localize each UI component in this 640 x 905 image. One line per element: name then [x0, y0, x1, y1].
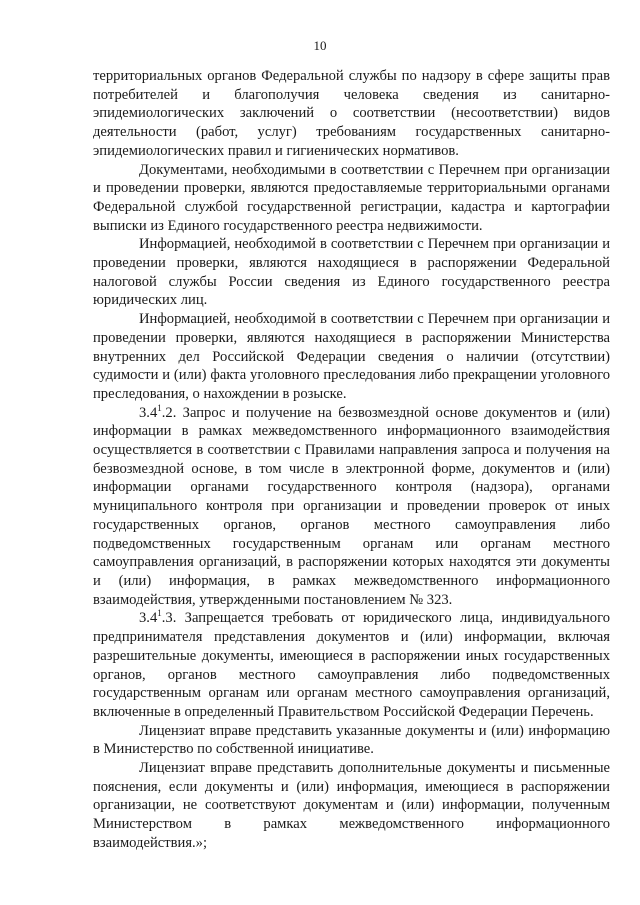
paragraph-text: Лицензиат вправе представить дополнительные документы и письменные пояснения, если документы и (или) информация, имеющиеся в распоряжении организации, не соответствуют документам и (или) информации, полученным Министерством в рамках межведомственного информационного взаимодействия.»;: [93, 760, 610, 851]
clause-number: 3.4: [139, 404, 158, 421]
paragraph-text: Лицензиат вправе представить указанные документы и (или) информацию в Министерство по собственной инициативе.: [93, 722, 610, 758]
clause-number: 3.4: [139, 610, 158, 627]
paragraph-text: Информацией, необходимой в соответствии с Перечнем при организации и проведении проверки, являются находящиеся в распоряжении Федеральной налоговой службы России сведения из Единого государственного реестра юридических лиц.: [93, 236, 610, 309]
clause-superscript: 1: [157, 402, 162, 413]
paragraph-text: Информацией, необходимой в соответствии с Перечнем при организации и проведении проверки, являются находящиеся в распоряжении Министерства внутренних дел Российской Федерации сведения о наличии (отсутствии) судимости и (или) факта уголовного преследования либо прекращении уголовного преследования, о нахождении в розыске.: [93, 311, 610, 402]
paragraph-info-interior-ministry: [93, 310, 610, 404]
paragraph-info-tax-service: [93, 235, 610, 310]
paragraph-licensee-own-initiative: [93, 722, 610, 759]
document-body: [93, 67, 610, 853]
paragraph-continuation: [93, 67, 610, 161]
page-number: 10: [313, 38, 327, 53]
paragraph-text: .3. Запрещается требовать от юридического лица, индивидуального предпринимателя представления документов и (или) информации, включая разрешительные документы, имеющиеся в распоряжении иных государственных органов, органов местного самоуправления либо подведомственных государственным органам или органам местного самоуправления организаций, включенные в определенный Правительством Российской Федерации Перечень.: [93, 610, 610, 720]
paragraph-text: .2. Запрос и получение на безвозмездной основе документов и (или) информации в рамках межведомственного информационного взаимодействия осуществляется в соответствии с Правилами направления запроса и получения на безвозмездной основе, в том числе в электронной форме, документов и (или) информации органами государственного контроля (надзора), органами муниципального контроля при организации и проведении проверок от иных государственных органов, органов местного самоуправления либо подведомственных государственным органам или органам местного самоуправления организаций, в распоряжении которых находятся эти документы и (или) информация, в рамках межведомственного информационного взаимодействия, утвержденными постановлением № 323.: [93, 404, 610, 608]
paragraph-text: Документами, необходимыми в соответствии с Перечнем при организации и проведении проверки, являются предоставляемые территориальными органами Федеральной службой государственной регистрации, кадастра и картографии выписки из Единого государственного реестра недвижимости.: [93, 161, 610, 234]
paragraph-clause-3-4-1-3: [93, 609, 610, 721]
paragraph-clause-3-4-1-2: [93, 404, 610, 610]
paragraph-text: территориальных органов Федеральной службы по надзору в сфере защиты прав потребителей и благополучия человека сведения из санитарно-эпидемиологических заключений о соответствии (несоответствии) видов деятельности (работ, услуг) требованиям государственных санитарно-эпидемиологических правил и гигиенических нормативов.: [93, 68, 610, 159]
paragraph-documents-rosreestr: [93, 161, 610, 236]
paragraph-licensee-additional-documents: [93, 759, 610, 853]
clause-superscript: 1: [157, 608, 162, 619]
